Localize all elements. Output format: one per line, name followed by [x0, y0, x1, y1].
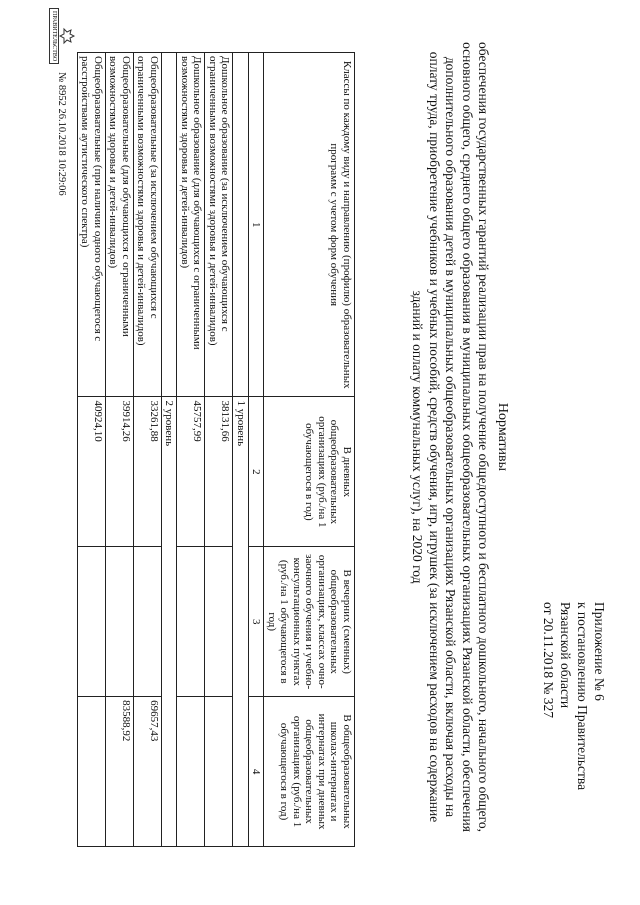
- row-value-day: 39914,26: [106, 397, 134, 547]
- row-value-boarding: [78, 697, 106, 847]
- header-cell-boarding: В общеобразовательных школах-интернатах и интернатах при дневных общеобразовательных организациях (руб./на 1 обучающегося в год): [264, 697, 355, 847]
- column-number: 3: [249, 547, 265, 697]
- level-empty-cell: [233, 53, 249, 397]
- row-value-day: 45757,99: [177, 397, 205, 547]
- level-empty-cell: [162, 53, 178, 397]
- column-number: 2: [249, 397, 265, 547]
- row-name: Общеобразовательные (за исключением обучающихся с ограниченными возможностями здоровья и детей-инвалидов): [134, 53, 162, 397]
- header-cell-class: Классы по каждому виду и направлению (профилю) образовательных программ с учетом форм обучения: [264, 53, 355, 397]
- registration-number: № 8952 26.10.2018 10:29:06: [56, 72, 68, 196]
- table-row: [177, 53, 205, 847]
- level-row: [162, 53, 178, 847]
- row-value-day: 33261,88: [134, 397, 162, 547]
- rotated-page: [20, 2, 620, 862]
- appendix-line-4: от 20.11.2018 № 327: [541, 602, 556, 718]
- appendix-block: [540, 602, 608, 842]
- table-row: [106, 53, 134, 847]
- header-cell-day: В дневных общеобразовательных организациях (руб./на 1 обучающегося в год): [264, 397, 355, 547]
- level-row: [233, 53, 249, 847]
- row-value-day: 40924,10: [78, 397, 106, 547]
- row-value-day: 38131,66: [205, 397, 233, 547]
- row-value-boarding: [177, 697, 205, 847]
- row-value-evening: [134, 547, 162, 697]
- norms-table: [77, 52, 355, 847]
- row-name: Общеобразовательные (при наличии одного обучающегося с расстройствами аутистического спектра): [78, 53, 106, 397]
- appendix-line-2: к постановлению Правительства: [575, 602, 590, 791]
- row-name: Общеобразовательные (для обучающихся с ограниченными возможностями здоровья и детей-инвалидов): [106, 53, 134, 397]
- column-number: 1: [249, 53, 265, 397]
- document-subtitle: обеспечения государственных гарантий реализации прав на получение общедоступного и бесплатного дошкольного, начального общего, основного общего, среднего общего образования в муниципальных общеобразовательных организациях Рязанской области, обеспечения дополнительного образования детей в муниципальных общеобразовательных организациях Рязанской области, включая расходы на оплату труда, приобретение учебников и учебных пособий, средств обучения, игр, игрушек (за исключением расходов на содержание зданий и оплату коммунальных услуг), на 2020 год: [410, 42, 492, 832]
- table-row: [78, 53, 106, 847]
- seal-label: ПРАВИТЕЛЬСТВО: [49, 8, 59, 64]
- registration-footer: [49, 8, 75, 196]
- row-value-boarding: [205, 697, 233, 847]
- appendix-line-1: Приложение № 6: [592, 602, 607, 701]
- level-label: 1 уровень: [233, 397, 249, 847]
- header-cell-evening: В вечерних (сменных) общеобразовательных организациях, классах очно-заочного обучения и учебно-консультационных пунктах (руб./на 1 обучающегося в год): [264, 547, 355, 697]
- column-number: 4: [249, 697, 265, 847]
- row-name: Дошкольное образование (за исключением обучающихся с ограниченными возможностями здоровья и детей-инвалидов): [205, 53, 233, 397]
- table-row: [134, 53, 162, 847]
- appendix-line-3: Рязанской области: [558, 602, 573, 709]
- table-header-row: [264, 53, 355, 847]
- row-value-evening: [78, 547, 106, 697]
- row-name: Дошкольное образование (для обучающихся с ограниченными возможностями здоровья и детей-инвалидов): [177, 53, 205, 397]
- government-seal: [49, 8, 75, 64]
- table-row: [205, 53, 233, 847]
- row-value-boarding: 69657,43: [134, 697, 162, 847]
- column-number-row: [249, 53, 265, 847]
- row-value-evening: [106, 547, 134, 697]
- crest-icon: [59, 25, 75, 47]
- row-value-evening: [177, 547, 205, 697]
- level-label: 2 уровень: [162, 397, 178, 847]
- row-value-evening: [205, 547, 233, 697]
- document-title: Нормативы: [495, 402, 510, 472]
- row-value-boarding: 83588,92: [106, 697, 134, 847]
- document-heading: [409, 42, 510, 832]
